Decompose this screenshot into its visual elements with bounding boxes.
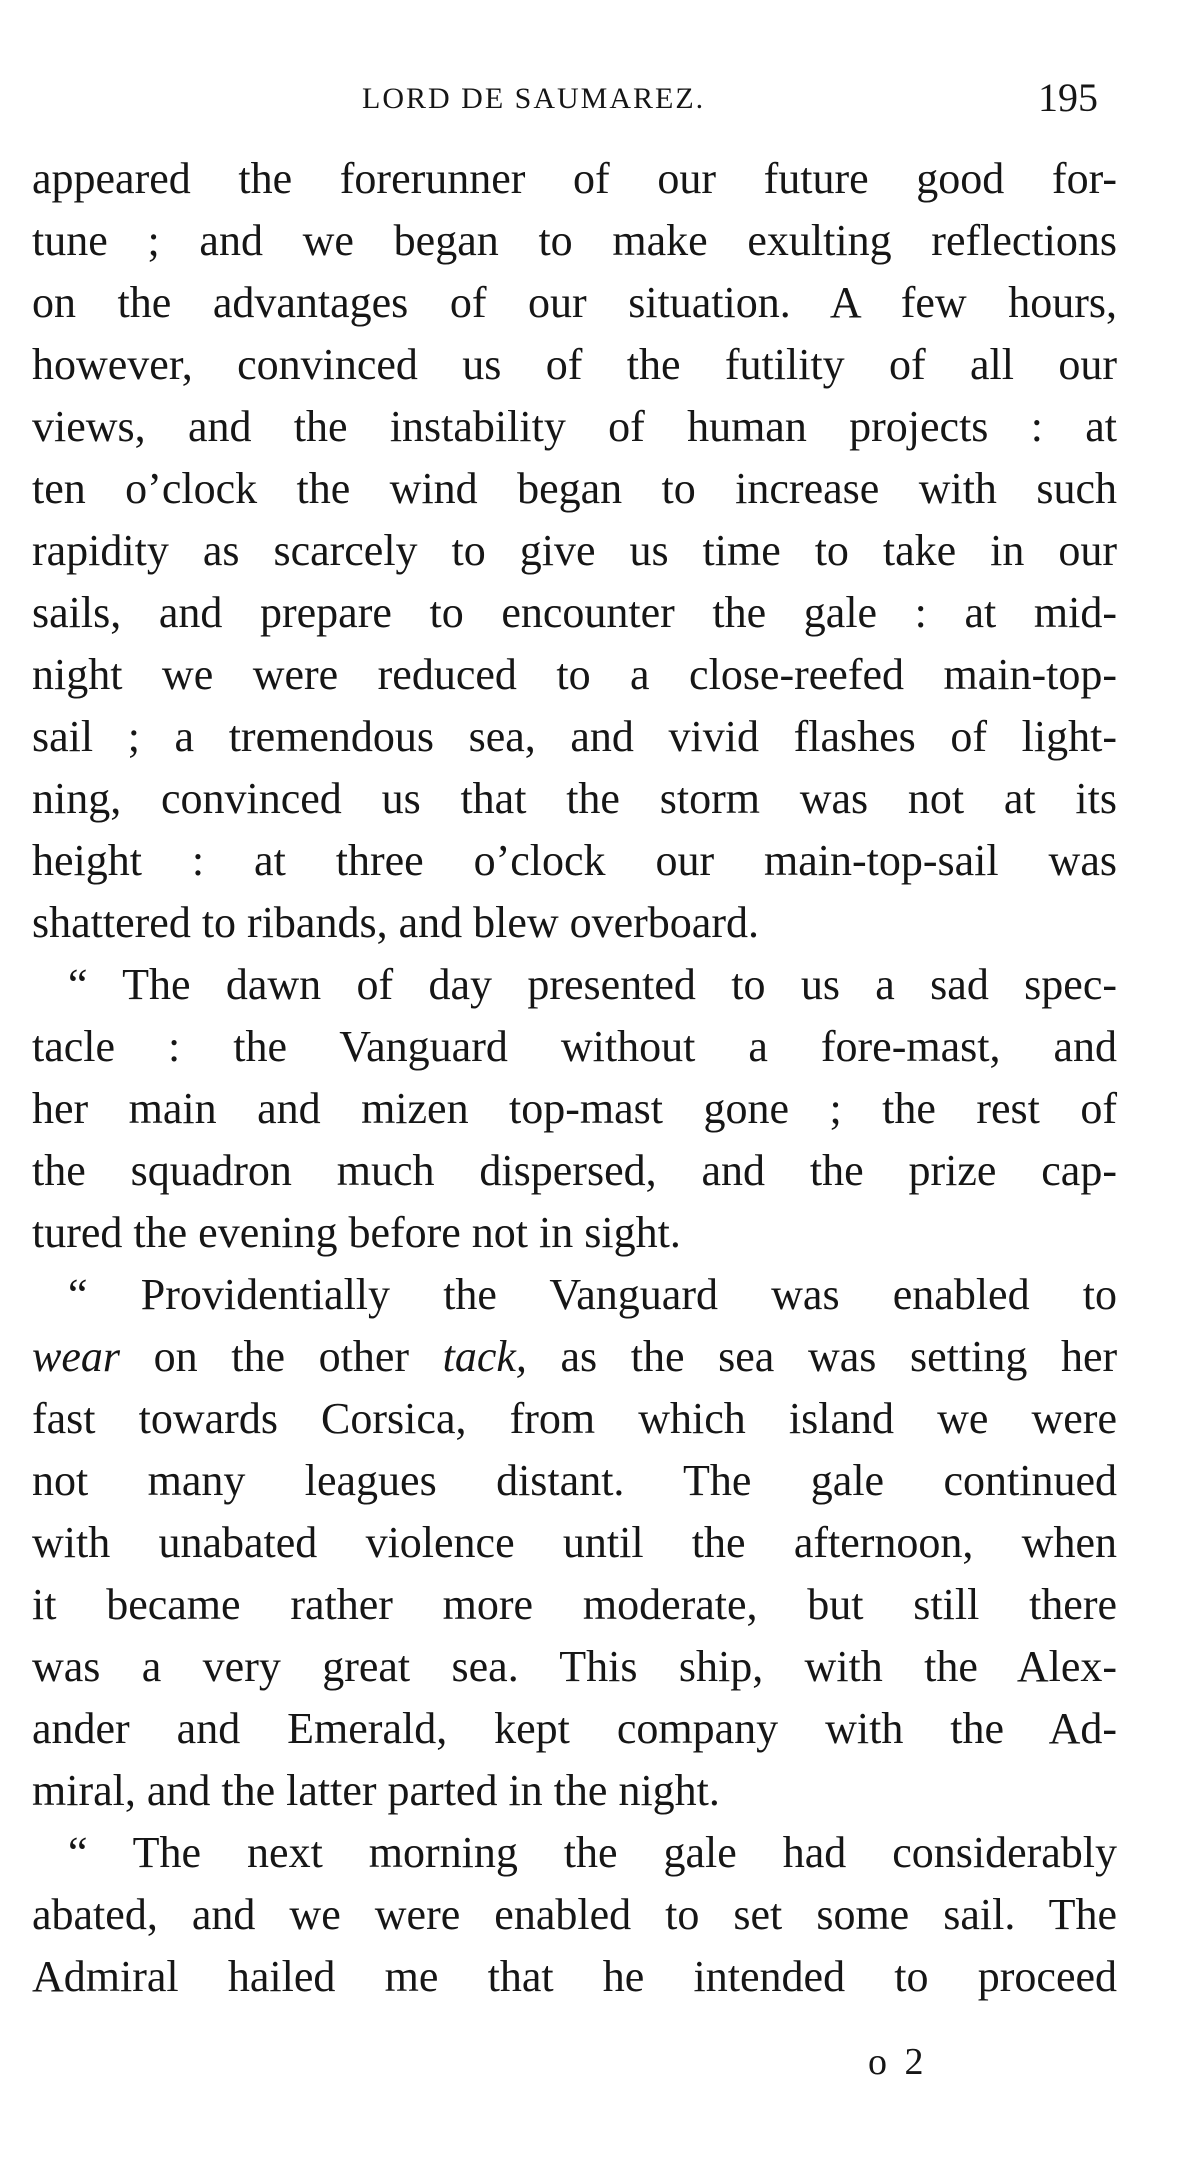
- text-line: miral, and the latter parted in the night.: [32, 1766, 720, 1815]
- text-line: night we were reduced to a close-reefed main-top-: [32, 650, 1117, 699]
- italic-word: tack,: [442, 1332, 527, 1381]
- text-line: rapidity as scarcely to give us time to take in our: [32, 526, 1117, 575]
- text-line: ning, convinced us that the storm was not at its: [32, 774, 1117, 823]
- italic-word: wear: [32, 1332, 120, 1381]
- text-line: tacle : the Vanguard without a fore-mast, and: [32, 1022, 1117, 1071]
- paragraph-2: [32, 954, 1117, 1264]
- text-line: ander and Emerald, kept company with the Ad-: [32, 1704, 1117, 1753]
- text-line: tune ; and we began to make exulting reflections: [32, 216, 1117, 265]
- body-text: [32, 148, 1117, 2008]
- text-line: it became rather more moderate, but still there: [32, 1580, 1117, 1629]
- text-line: sails, and prepare to encounter the gale : at mid-: [32, 588, 1117, 637]
- paragraph-3: [32, 1264, 1117, 1822]
- text-line: her main and mizen top-mast gone ; the rest of: [32, 1084, 1117, 1133]
- text-line: “ Providentially the Vanguard was enabled to: [68, 1270, 1117, 1319]
- text-line: views, and the instability of human projects : at: [32, 402, 1117, 451]
- text-line: the squadron much dispersed, and the prize cap-: [32, 1146, 1117, 1195]
- text-line: sail ; a tremendous sea, and vivid flashes of light-: [32, 712, 1117, 761]
- signature-mark: o 2: [868, 2041, 928, 2083]
- text-line: height : at three o’clock our main-top-sail was: [32, 836, 1117, 885]
- text-line: was a very great sea. This ship, with the Alex-: [32, 1642, 1117, 1691]
- text-line: “ The next morning the gale had considerably: [68, 1828, 1117, 1877]
- text-line: tured the evening before not in sight.: [32, 1208, 681, 1257]
- running-title: LORD DE SAUMAREZ.: [362, 82, 706, 115]
- text-line: fast towards Corsica, from which island we were: [32, 1394, 1117, 1443]
- text-line: ten o’clock the wind began to increase with such: [32, 464, 1117, 513]
- text-line: with unabated violence until the afternoon, when: [32, 1518, 1117, 1567]
- text-line: shattered to ribands, and blew overboard.: [32, 898, 759, 947]
- text-line: appeared the forerunner of our future good for-: [32, 154, 1117, 203]
- page-number: 195: [1038, 75, 1098, 120]
- paragraph-1: [32, 148, 1117, 954]
- text-line: wear on the other tack, as the sea was setting her: [32, 1332, 1118, 1381]
- text-line: “ The dawn of day presented to us a sad spec-: [68, 960, 1117, 1009]
- running-head: [0, 74, 1204, 124]
- text-line: abated, and we were enabled to set some sail. The: [32, 1890, 1117, 1939]
- text-line: however, convinced us of the futility of all our: [32, 340, 1117, 389]
- paragraph-4: [32, 1822, 1117, 2008]
- text-line: not many leagues distant. The gale continued: [32, 1456, 1117, 1505]
- text-line: Admiral hailed me that he intended to proceed: [32, 1952, 1117, 2001]
- text-line: on the advantages of our situation. A few hours,: [32, 278, 1117, 327]
